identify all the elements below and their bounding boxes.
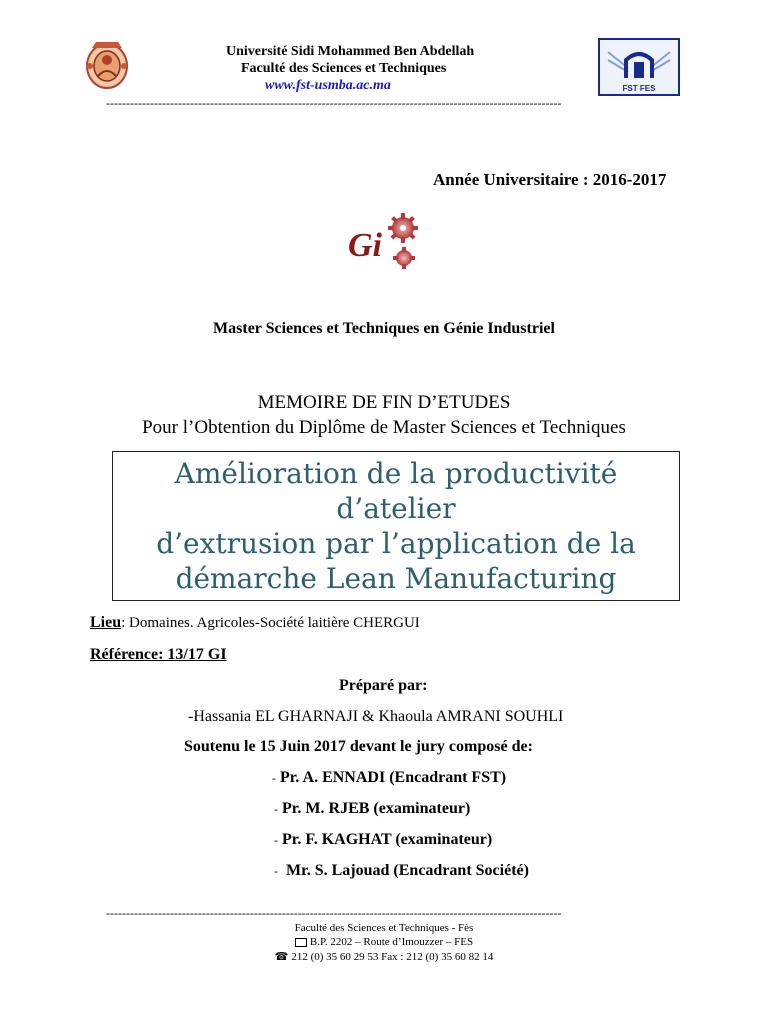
jury-member bbox=[274, 862, 529, 880]
lieu-value: : Domaines. Agricoles-Société laitière CHERGUI bbox=[121, 615, 420, 631]
university-seal-logo bbox=[78, 36, 136, 92]
prepared-by-label: Préparé par: bbox=[339, 677, 428, 694]
university-name: Université Sidi Mohammed Ben Abdellah bbox=[226, 44, 475, 59]
jury-member bbox=[274, 800, 470, 818]
list-dash: - bbox=[272, 771, 276, 785]
memoire-subheading: Pour l’Obtention du Diplôme de Master Sciences et Techniques bbox=[142, 417, 626, 438]
master-program: Master Sciences et Techniques en Génie Industriel bbox=[213, 320, 555, 337]
thesis-title-line: Amélioration de la productivité d’atelier bbox=[174, 457, 618, 525]
gear-icon bbox=[393, 247, 415, 269]
lieu-line bbox=[90, 614, 420, 632]
footer-separator: ------------------------------------------------------------------------------------------------------------------ bbox=[106, 906, 562, 920]
academic-year: Année Universitaire : 2016-2017 bbox=[433, 170, 667, 189]
jury-member-text: Mr. S. Lajouad (Encadrant Société) bbox=[286, 862, 529, 879]
footer-faculty: Faculté des Sciences et Techniques - Fès bbox=[294, 922, 474, 934]
gi-logo-text: Gi bbox=[348, 227, 382, 264]
jury-member-text: Pr. M. RJEB (examinateur) bbox=[282, 800, 471, 817]
footer-address bbox=[0, 936, 768, 948]
jury-member-text: Pr. A. ENNADI (Encadrant FST) bbox=[280, 769, 507, 786]
memoire-heading: MEMOIRE DE FIN D’ETUDES bbox=[257, 392, 511, 413]
mailbox-icon bbox=[295, 938, 307, 947]
university-website-link[interactable]: www.fst-usmba.ac.ma bbox=[265, 78, 391, 93]
fst-fes-logo bbox=[598, 38, 680, 96]
header-separator: ------------------------------------------------------------------------------------------------------------------ bbox=[106, 96, 562, 110]
thesis-title-line: démarche Lean Manufacturing bbox=[175, 562, 617, 595]
lieu-label: Lieu bbox=[90, 614, 122, 631]
prepared-by-names: -Hassania EL GHARNAJI & Khaoula AMRANI SOUHLI bbox=[188, 708, 564, 725]
gear-icon bbox=[388, 213, 418, 243]
footer-phone-text: 212 (0) 35 60 29 53 Fax : 212 (0) 35 60 82 14 bbox=[291, 951, 494, 963]
thesis-title bbox=[126, 456, 666, 596]
jury-member bbox=[272, 769, 506, 787]
footer-address-text: B.P. 2202 – Route d’Imouzzer – FES bbox=[309, 936, 474, 948]
phone-icon: ☎ bbox=[274, 951, 289, 963]
jury-member-text: Pr. F. KAGHAT (examinateur) bbox=[282, 831, 493, 848]
reference: Référence: 13/17 GI bbox=[90, 646, 227, 663]
jury-member bbox=[274, 831, 492, 849]
thesis-title-line: d’extrusion par l’application de la bbox=[156, 527, 636, 560]
list-dash: - bbox=[274, 802, 278, 816]
thesis-title-box bbox=[112, 451, 680, 601]
list-dash: - bbox=[274, 864, 278, 878]
gi-logo bbox=[342, 212, 422, 276]
footer-phone bbox=[0, 950, 768, 963]
fst-fes-logo-text: FST FES bbox=[622, 84, 656, 93]
faculty-name: Faculté des Sciences et Techniques bbox=[241, 61, 447, 76]
list-dash: - bbox=[274, 833, 278, 847]
defense-statement: Soutenu le 15 Juin 2017 devant le jury composé de: bbox=[184, 738, 533, 755]
